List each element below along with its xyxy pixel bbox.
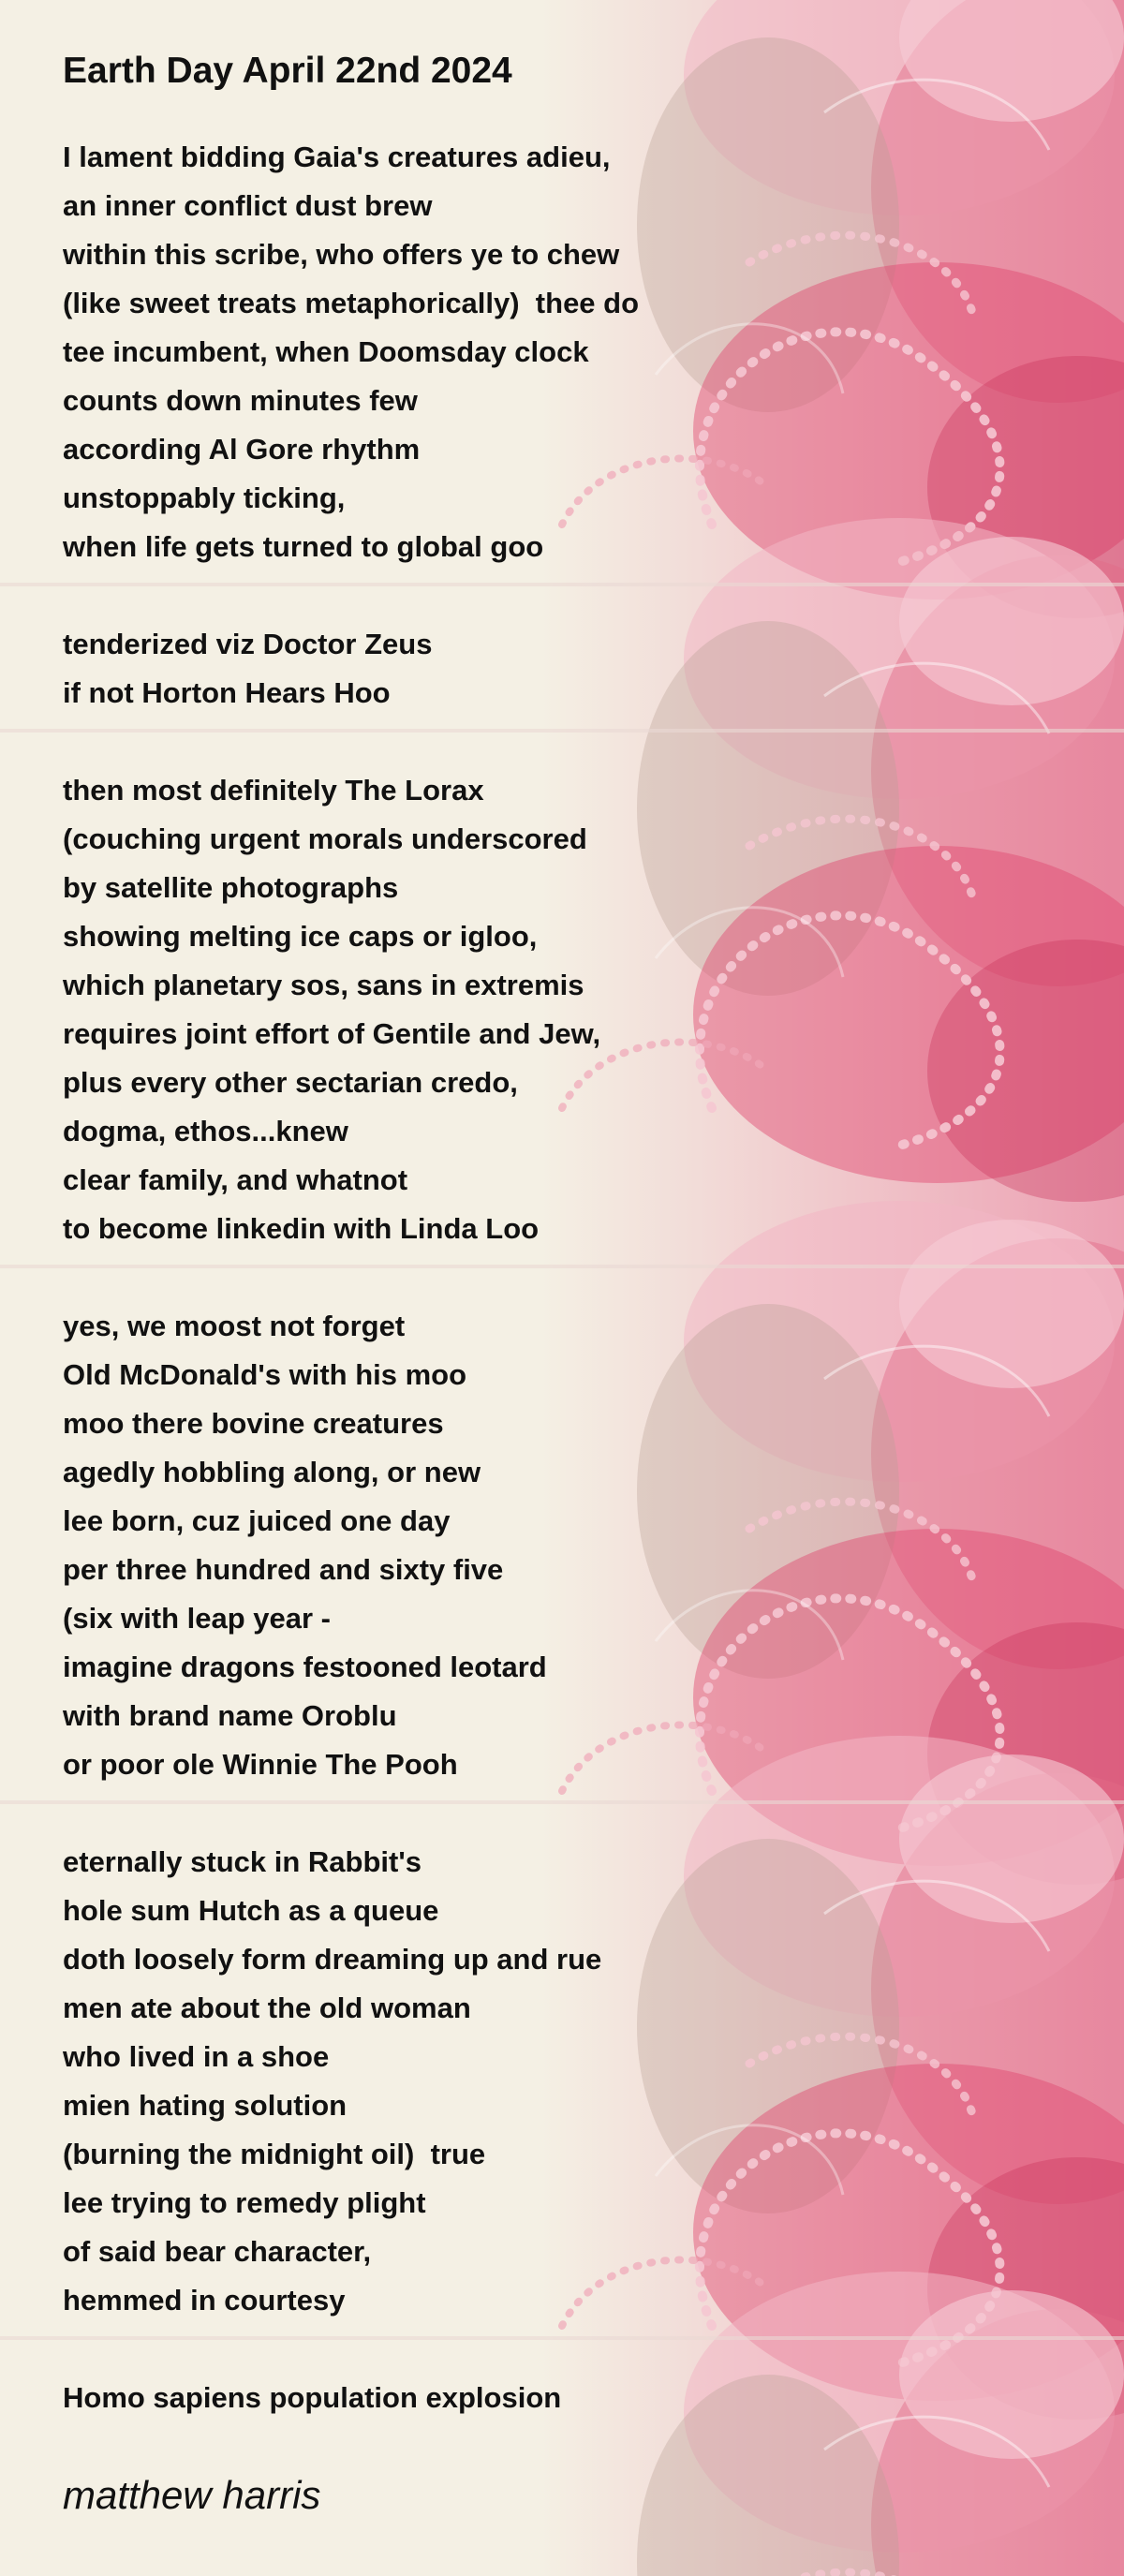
poem-line: requires joint effort of Gentile and Jew, bbox=[63, 1017, 601, 1050]
poem-line: imagine dragons festooned leotard bbox=[63, 1651, 547, 1683]
poem-line: agedly hobbling along, or new bbox=[63, 1456, 481, 1488]
stanza-6 bbox=[63, 2374, 906, 2422]
stanza-2 bbox=[63, 620, 906, 718]
poem-line: according Al Gore rhythm bbox=[63, 433, 421, 466]
poem-line: hole sum Hutch as a queue bbox=[63, 1894, 439, 1927]
poem-line: unstoppably ticking, bbox=[63, 481, 346, 514]
poem-line: dogma, ethos...knew bbox=[63, 1115, 348, 1147]
poem-line: (six with leap year - bbox=[63, 1602, 331, 1635]
poem-line: men ate about the old woman bbox=[63, 1991, 471, 2024]
poem-line: to become linkedin with Linda Loo bbox=[63, 1212, 540, 1245]
poem-line: hemmed in courtesy bbox=[63, 2284, 346, 2317]
poem-line: tee incumbent, when Doomsday clock bbox=[63, 335, 589, 368]
poem-line: doth loosely form dreaming up and rue bbox=[63, 1943, 602, 1976]
poem-line: with brand name Oroblu bbox=[63, 1699, 397, 1732]
poem-line: counts down minutes few bbox=[63, 384, 418, 417]
stanza-4 bbox=[63, 1302, 906, 1789]
poem-line: when life gets turned to global goo bbox=[63, 530, 544, 563]
poem-line: moo there bovine creatures bbox=[63, 1407, 444, 1440]
stanza-3 bbox=[63, 766, 906, 1253]
poem-line: lee born, cuz juiced one day bbox=[63, 1504, 451, 1537]
poem-line: (couching urgent morals underscored bbox=[63, 822, 587, 855]
poem-line: (burning the midnight oil) true bbox=[63, 2138, 486, 2170]
poem-line: then most definitely The Lorax bbox=[63, 774, 484, 807]
poem-line: plus every other sectarian credo, bbox=[63, 1066, 518, 1099]
poem-line: per three hundred and sixty five bbox=[63, 1553, 504, 1586]
stanza-1 bbox=[63, 133, 906, 571]
poem-line: by satellite photographs bbox=[63, 871, 399, 904]
poem-line: of said bear character, bbox=[63, 2235, 372, 2268]
stanza-5 bbox=[63, 1838, 906, 2325]
poem-line: clear family, and whatnot bbox=[63, 1163, 408, 1196]
poem-line: yes, we moost not forget bbox=[63, 1310, 406, 1342]
poem-line: eternally stuck in Rabbit's bbox=[63, 1845, 422, 1878]
poem-line: an inner conflict dust brew bbox=[63, 189, 433, 222]
poem-container bbox=[63, 45, 906, 2522]
poem-line: mien hating solution bbox=[63, 2089, 348, 2122]
poem-line: I lament bidding Gaia's creatures adieu, bbox=[63, 141, 611, 173]
poem-line: within this scribe, who offers ye to chew bbox=[63, 238, 620, 271]
poem-line: tenderized viz Doctor Zeus bbox=[63, 628, 433, 660]
poem-title: Earth Day April 22nd 2024 bbox=[63, 51, 512, 91]
poem-line: or poor ole Winnie The Pooh bbox=[63, 1748, 458, 1781]
poem-line: lee trying to remedy plight bbox=[63, 2186, 426, 2219]
poem-line: if not Horton Hears Hoo bbox=[63, 676, 391, 709]
poem-line: Old McDonald's with his moo bbox=[63, 1358, 467, 1391]
poem-line: who lived in a shoe bbox=[63, 2040, 330, 2073]
poem-line: showing melting ice caps or igloo, bbox=[63, 920, 538, 953]
poem-author: matthew harris bbox=[63, 2473, 321, 2517]
poem-line: (like sweet treats metaphorically) thee do bbox=[63, 287, 640, 319]
poem-line: which planetary sos, sans in extremis bbox=[63, 969, 584, 1001]
poem-line: Homo sapiens population explosion bbox=[63, 2381, 562, 2414]
